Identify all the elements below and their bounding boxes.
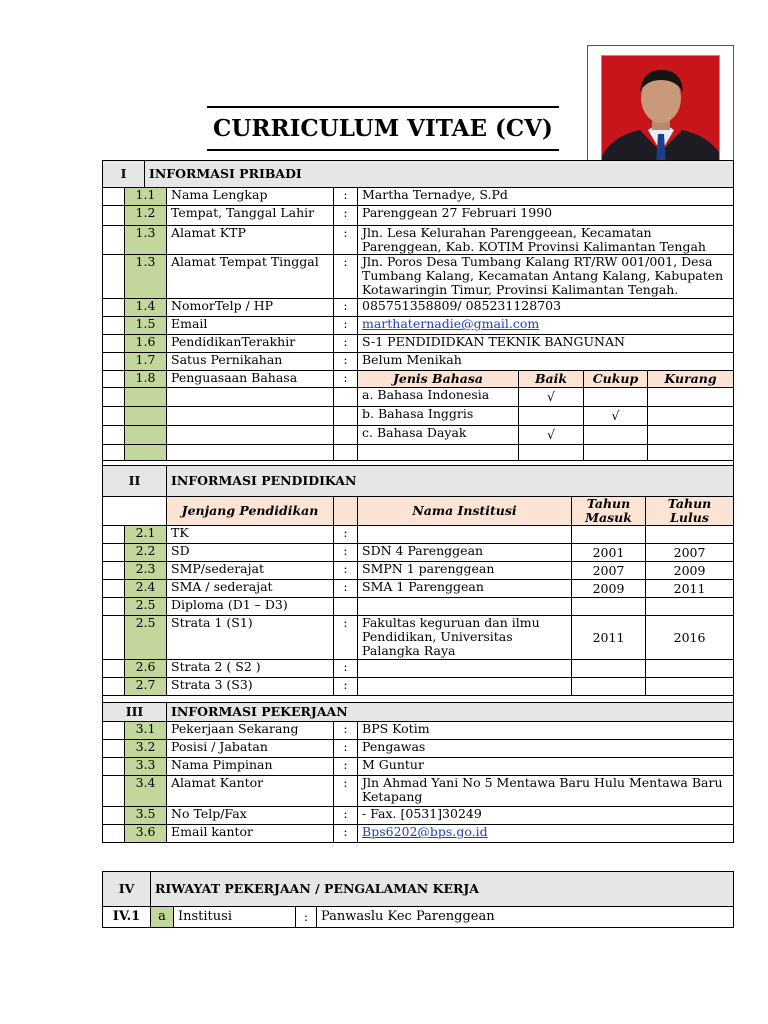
table-row (103, 562, 734, 580)
personal-info-table (102, 160, 734, 188)
table-row (103, 722, 734, 740)
table-cell (103, 616, 125, 660)
table-cell (334, 598, 358, 616)
row-number: 2.4 (125, 580, 167, 598)
table-cell: : (334, 188, 358, 206)
section-number: I (103, 161, 145, 188)
table-cell: 2016 (646, 616, 734, 660)
table-cell: Belum Menikah (358, 353, 734, 371)
table-cell (358, 526, 572, 544)
table-cell: SMP/sederajat (167, 562, 334, 580)
table-cell: Jln Ahmad Yani No 5 Mentawa Baru Hulu Mentawa Baru Ketapang (358, 776, 734, 807)
table-cell (646, 660, 734, 678)
table-cell: : (334, 678, 358, 696)
table-cell: Alamat Kantor (167, 776, 334, 807)
table-cell: Institusi (174, 907, 296, 928)
row-number: 3.6 (125, 825, 167, 843)
table-cell: 2009 (572, 580, 646, 598)
table-cell (584, 445, 648, 461)
table-cell (648, 445, 734, 461)
table-row (103, 317, 734, 335)
table-cell: Jln. Lesa Kelurahan Parenggeean, Kecamatan Parenggean, Kab. KOTIM Provinsi Kalimantan Tengah (358, 226, 734, 255)
row-number: 2.6 (125, 660, 167, 678)
table-cell: : (334, 722, 358, 740)
lang-header-cukup: Cukup (584, 371, 648, 388)
language-row (103, 426, 734, 445)
table-cell (167, 388, 334, 407)
table-row (103, 544, 734, 562)
row-number: 3.5 (125, 807, 167, 825)
table-cell: : (334, 371, 358, 388)
table-cell (103, 226, 125, 255)
table-cell: : (334, 580, 358, 598)
table-cell (584, 426, 648, 445)
table-cell: b. Bahasa Inggris (358, 407, 519, 426)
table-row (103, 526, 734, 544)
table-cell: : (334, 660, 358, 678)
table-cell (103, 562, 125, 580)
table-row (103, 907, 734, 928)
table-cell: Pekerjaan Sekarang (167, 722, 334, 740)
table-cell (103, 526, 125, 544)
row-number: 2.5 (125, 616, 167, 660)
table-cell (103, 678, 125, 696)
table-cell: √ (519, 426, 584, 445)
table-cell (103, 497, 167, 526)
table-cell: Fakultas keguruan dan ilmu Pendidikan, Universitas Palangka Raya (358, 616, 572, 660)
lang-header-kurang: Kurang (648, 371, 734, 388)
table-cell (358, 825, 734, 843)
table-cell: SD (167, 544, 334, 562)
table-cell: SMPN 1 parenggean (358, 562, 572, 580)
table-cell (572, 598, 646, 616)
table-cell (103, 445, 125, 461)
row-number: 3.3 (125, 758, 167, 776)
table-cell (334, 426, 358, 445)
row-number: 2.7 (125, 678, 167, 696)
table-row (103, 188, 734, 206)
row-number: 1.6 (125, 335, 167, 353)
table-cell: Nama Lengkap (167, 188, 334, 206)
table-cell (103, 580, 125, 598)
table-cell (572, 660, 646, 678)
table-cell (103, 388, 125, 407)
table-cell: Alamat Tempat Tinggal (167, 255, 334, 299)
table-row (103, 226, 734, 255)
row-number: 3.1 (125, 722, 167, 740)
table-cell: Tempat, Tanggal Lahir (167, 206, 334, 226)
table-cell (358, 445, 519, 461)
row-number: 2.1 (125, 526, 167, 544)
table-cell (519, 445, 584, 461)
row-number: 3.2 (125, 740, 167, 758)
table-cell (103, 807, 125, 825)
table-row (103, 660, 734, 678)
table-cell (334, 445, 358, 461)
table-cell: : (334, 825, 358, 843)
table-cell: : (334, 758, 358, 776)
table-cell: M Guntur (358, 758, 734, 776)
table-cell: : (296, 907, 317, 928)
personal-info-rows (102, 187, 734, 475)
table-cell: Pengawas (358, 740, 734, 758)
table-cell: BPS Kotim (358, 722, 734, 740)
table-cell: : (334, 616, 358, 660)
table-row (103, 740, 734, 758)
table-cell (103, 353, 125, 371)
table-cell (646, 598, 734, 616)
table-cell (572, 526, 646, 544)
table-row (103, 206, 734, 226)
row-number: 1.8 (125, 371, 167, 388)
table-cell: : (334, 562, 358, 580)
table-cell: Strata 1 (S1) (167, 616, 334, 660)
table-cell: : (334, 807, 358, 825)
table-cell (103, 317, 125, 335)
lang-header-jenis: Jenis Bahasa (358, 371, 519, 388)
edu-header-masuk: Tahun Masuk (572, 497, 646, 526)
table-row (103, 299, 734, 317)
table-cell (334, 388, 358, 407)
table-cell (103, 758, 125, 776)
table-cell: 2001 (572, 544, 646, 562)
edu-header-jenjang: Jenjang Pendidikan (167, 497, 334, 526)
table-cell: TK (167, 526, 334, 544)
table-cell: c. Bahasa Dayak (358, 426, 519, 445)
table-cell (572, 678, 646, 696)
row-number: 1.7 (125, 353, 167, 371)
table-cell: IV.1 (103, 907, 151, 928)
section-heading: RIWAYAT PEKERJAAN / PENGALAMAN KERJA (151, 872, 734, 907)
table-cell: : (334, 206, 358, 226)
table-cell: 085751358809/ 085231128703 (358, 299, 734, 317)
row-number (125, 388, 167, 407)
table-cell: : (334, 335, 358, 353)
education-table (102, 465, 734, 704)
table-cell (103, 544, 125, 562)
table-cell: SMA 1 Parenggean (358, 580, 572, 598)
table-cell: Penguasaan Bahasa (167, 371, 334, 388)
table-cell: : (334, 255, 358, 299)
table-cell: Panwaslu Kec Parenggean (317, 907, 734, 928)
row-number: 3.4 (125, 776, 167, 807)
employment-table (102, 702, 734, 843)
table-cell (358, 678, 572, 696)
lang-header-baik: Baik (519, 371, 584, 388)
table-row (103, 616, 734, 660)
table-cell: Email (167, 317, 334, 335)
table-cell: Parenggean 27 Februari 1990 (358, 206, 734, 226)
table-cell (648, 426, 734, 445)
table-cell: 2009 (646, 562, 734, 580)
table-row (103, 825, 734, 843)
table-cell: 2007 (572, 562, 646, 580)
table-cell: 2011 (572, 616, 646, 660)
table-cell: Diploma (D1 – D3) (167, 598, 334, 616)
table-row (103, 678, 734, 696)
table-cell: Martha Ternadye, S.Pd (358, 188, 734, 206)
row-number: 2.5 (125, 598, 167, 616)
language-row (103, 388, 734, 407)
table-cell (358, 317, 734, 335)
work-history-table (102, 871, 734, 928)
table-row (103, 776, 734, 807)
table-cell: Satus Pernikahan (167, 353, 334, 371)
row-number: 1.1 (125, 188, 167, 206)
table-cell (103, 776, 125, 807)
row-number: 1.3 (125, 255, 167, 299)
table-cell (358, 598, 572, 616)
table-cell: Strata 2 ( S2 ) (167, 660, 334, 678)
table-cell: : (334, 317, 358, 335)
table-cell (103, 825, 125, 843)
row-number (125, 407, 167, 426)
section-heading: INFORMASI PENDIDIKAN (167, 466, 734, 497)
table-cell: : (334, 740, 358, 758)
table-cell (103, 407, 125, 426)
table-row (103, 807, 734, 825)
table-row (103, 598, 734, 616)
table-cell (334, 407, 358, 426)
table-row (103, 335, 734, 353)
table-cell: NomorTelp / HP (167, 299, 334, 317)
table-cell (584, 388, 648, 407)
table-cell (103, 740, 125, 758)
table-cell: 2007 (646, 544, 734, 562)
row-number: 2.2 (125, 544, 167, 562)
table-cell: Alamat KTP (167, 226, 334, 255)
language-row (103, 407, 734, 426)
table-cell (103, 206, 125, 226)
table-cell (648, 407, 734, 426)
table-row (103, 758, 734, 776)
table-cell (646, 678, 734, 696)
table-cell (334, 497, 358, 526)
table-cell: No Telp/Fax (167, 807, 334, 825)
table-cell: PendidikanTerakhir (167, 335, 334, 353)
table-cell (103, 371, 125, 388)
table-cell: SDN 4 Parenggean (358, 544, 572, 562)
row-number (125, 445, 167, 461)
table-cell (103, 660, 125, 678)
table-cell: √ (584, 407, 648, 426)
table-cell (103, 255, 125, 299)
row-number: 1.3 (125, 226, 167, 255)
table-cell (648, 388, 734, 407)
table-cell (167, 426, 334, 445)
table-cell: - Fax. [0531]30249 (358, 807, 734, 825)
table-cell: : (334, 353, 358, 371)
table-row (103, 445, 734, 461)
table-cell (646, 526, 734, 544)
section-number: III (103, 703, 167, 722)
row-number: 2.3 (125, 562, 167, 580)
table-row (103, 371, 734, 388)
section-heading: INFORMASI PEKERJAAN (167, 703, 734, 722)
row-number: a (151, 907, 174, 928)
table-cell: : (334, 526, 358, 544)
table-cell: : (334, 776, 358, 807)
table-row (103, 353, 734, 371)
table-cell: Posisi / Jabatan (167, 740, 334, 758)
table-cell (103, 722, 125, 740)
table-cell: : (334, 544, 358, 562)
table-cell (103, 598, 125, 616)
row-number (125, 426, 167, 445)
table-cell: √ (519, 388, 584, 407)
table-cell (167, 445, 334, 461)
section-heading: INFORMASI PRIBADI (145, 161, 734, 188)
table-cell (167, 407, 334, 426)
table-cell: SMA / sederajat (167, 580, 334, 598)
page-title: CURRICULUM VITAE (CV) (207, 106, 559, 151)
email-link[interactable]: marthaternadie@gmail.com (362, 316, 540, 331)
table-cell: : (334, 299, 358, 317)
section-number: IV (103, 872, 151, 907)
table-cell: Nama Pimpinan (167, 758, 334, 776)
edu-header-lulus: Tahun Lulus (646, 497, 734, 526)
table-cell: Strata 3 (S3) (167, 678, 334, 696)
table-cell: Jln. Poros Desa Tumbang Kalang RT/RW 001/001, Desa Tumbang Kalang, Kecamatan Antang Kalang, Kabupaten Kotawaringin Timur, Provinsi Kalimantan Tengah. (358, 255, 734, 299)
table-cell (358, 660, 572, 678)
edu-header-institusi: Nama Institusi (358, 497, 572, 526)
section-number: II (103, 466, 167, 497)
table-cell: S-1 PENDIDIDKAN TEKNIK BANGUNAN (358, 335, 734, 353)
table-row (103, 255, 734, 299)
table-cell: : (334, 226, 358, 255)
table-cell (103, 299, 125, 317)
row-number: 1.5 (125, 317, 167, 335)
row-number: 1.2 (125, 206, 167, 226)
table-cell (103, 188, 125, 206)
table-cell (103, 426, 125, 445)
table-cell: 2011 (646, 580, 734, 598)
table-cell: Email kantor (167, 825, 334, 843)
office-email-link[interactable]: Bps6202@bps.go.id (362, 824, 488, 839)
table-row (103, 580, 734, 598)
row-number: 1.4 (125, 299, 167, 317)
table-cell: a. Bahasa Indonesia (358, 388, 519, 407)
table-cell (519, 407, 584, 426)
table-cell (103, 335, 125, 353)
